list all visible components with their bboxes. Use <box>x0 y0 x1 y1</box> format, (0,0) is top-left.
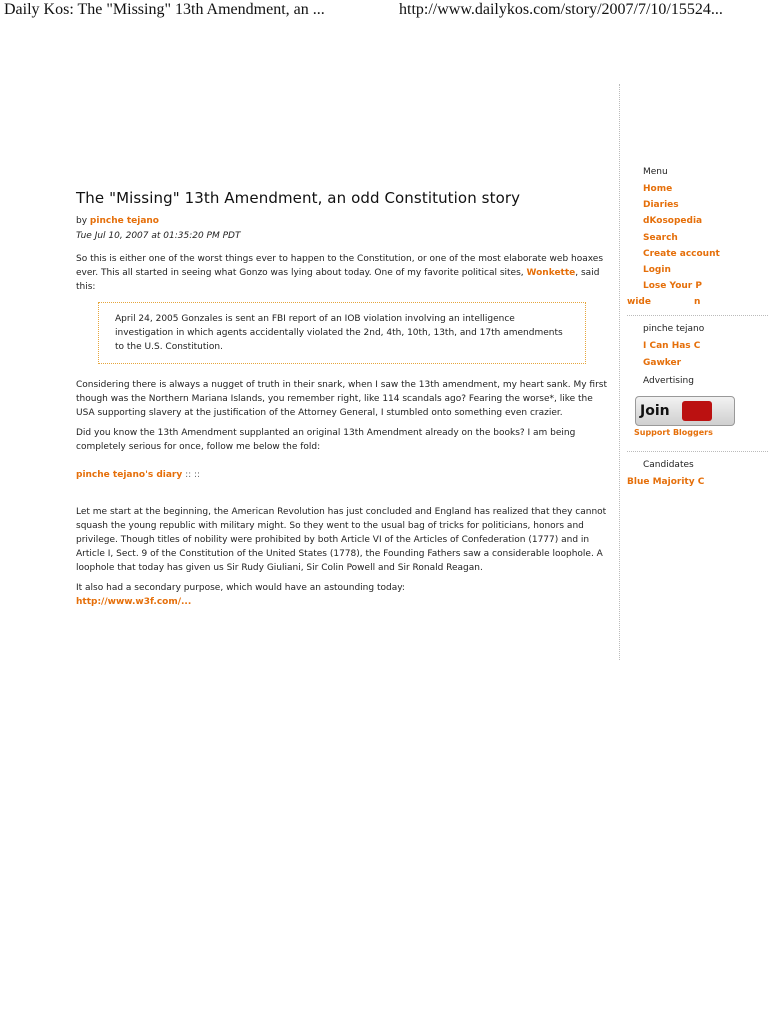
byline <box>76 216 610 226</box>
wide-left-link[interactable]: wide <box>627 297 651 308</box>
blue-majority-link[interactable]: Blue Majority C <box>627 476 705 487</box>
paragraph-did-you-know: Did you know the 13th Amendment supplanted an original 13th Amendment already on the books? I am being completely serious for once, follow me below the fold: <box>76 428 576 452</box>
user-link-gawker[interactable]: Gawker <box>643 357 682 368</box>
wide-row <box>627 297 768 311</box>
sidebar-separator-2 <box>627 451 768 452</box>
menu-item-login[interactable]: Login <box>643 264 671 275</box>
paragraph-secondary <box>76 581 610 609</box>
author-link[interactable]: pinche tejano <box>89 216 159 226</box>
paragraph-beginning: Let me start at the beginning, the American Revolution has just concluded and England has realized that they cannot squash the young republic with military might. So they went to the usual bag of tricks for politicians, honors and privilege. Though titles of nobility were prohibited by both Article VI of the Articles of Confederation (1777) and in Article I, Sect. 9 of the Constitution of the United States (1778), the Founding Fathers saw a considerable loophole. A loophole that today has given us Sir Rudy Giuliani, Sir Colin Powell and Sir Ronald Reagan. <box>76 507 607 573</box>
intro-text-end: , said this: <box>76 268 600 292</box>
print-page-title: Daily Kos: The "Missing" 13th Amendment, an ... <box>4 1 325 18</box>
w3f-link[interactable]: http://www.w3f.com/... <box>76 597 192 607</box>
blockquote: April 24, 2005 Gonzales is sent an FBI report of an IOB violation involving an intelligence investigation in which agents accidentally violated the 2nd, 4th, 10th, 13th, and 17th amendments to the U.S. Constitution. <box>98 302 586 364</box>
menu-item-search[interactable]: Search <box>643 232 678 243</box>
user-link-i-can-has[interactable]: I Can Has C <box>643 341 701 352</box>
print-page-url: http://www.dailykos.com/story/2007/7/10/15524... <box>399 1 723 18</box>
menu-item-diaries[interactable]: Diaries <box>643 200 679 211</box>
menu-item-lose-your[interactable]: Lose Your P <box>643 281 702 292</box>
secondary-text: It also had a secondary purpose, which would have an astounding today: <box>76 583 405 593</box>
join-ad-button[interactable] <box>635 396 735 426</box>
sidebar-divider <box>619 84 620 660</box>
byline-prefix: by <box>76 216 88 226</box>
sidebar <box>627 167 768 487</box>
diary-colons: :: :: <box>182 470 201 480</box>
wonkette-link[interactable]: Wonkette <box>526 268 576 278</box>
menu-list <box>627 184 768 297</box>
support-bloggers-link[interactable]: Support Bloggers <box>634 427 713 437</box>
join-label: Join <box>640 402 670 419</box>
ad-logo-icon <box>682 401 712 421</box>
menu-item-create-account[interactable]: Create account <box>643 248 720 259</box>
article <box>76 189 610 615</box>
article-title: The "Missing" 13th Amendment, an odd Constitution story <box>76 189 521 207</box>
advertising-heading: Advertising <box>643 375 694 386</box>
sidebar-separator <box>627 315 768 316</box>
article-date: Tue Jul 10, 2007 at 01:35:20 PM PDT <box>76 231 241 241</box>
intro-text: So this is either one of the worst things ever to happen to the Constitution, or one of the most elaborate web hoaxes ever. This all started in seeing what Gonzo was lying about today. One of my favorite political sites, <box>76 254 604 278</box>
user-heading: pinche tejano <box>643 324 705 335</box>
menu-item-dkosopedia[interactable]: dKosopedia <box>643 216 703 227</box>
menu-heading: Menu <box>643 167 668 177</box>
menu-item-home[interactable]: Home <box>643 184 673 194</box>
diary-link-row <box>76 470 610 480</box>
paragraph-intro <box>76 252 610 294</box>
print-header <box>0 0 768 24</box>
paragraph-considering: Considering there is always a nugget of truth in their snark, when I saw the 13th amendment, my heart sank. My first though was the Northern Mariana Islands, you remember right, like 114 scandals ago? Fearing the worse*, like the USA supporting slavery at the justification of the Attorney General, I stumbled onto something even crazier. <box>76 380 607 418</box>
user-links <box>627 341 768 373</box>
wide-right-link[interactable]: n <box>694 297 701 308</box>
diary-link[interactable]: pinche tejano's diary <box>76 470 183 480</box>
candidates-heading: Candidates <box>643 459 694 470</box>
